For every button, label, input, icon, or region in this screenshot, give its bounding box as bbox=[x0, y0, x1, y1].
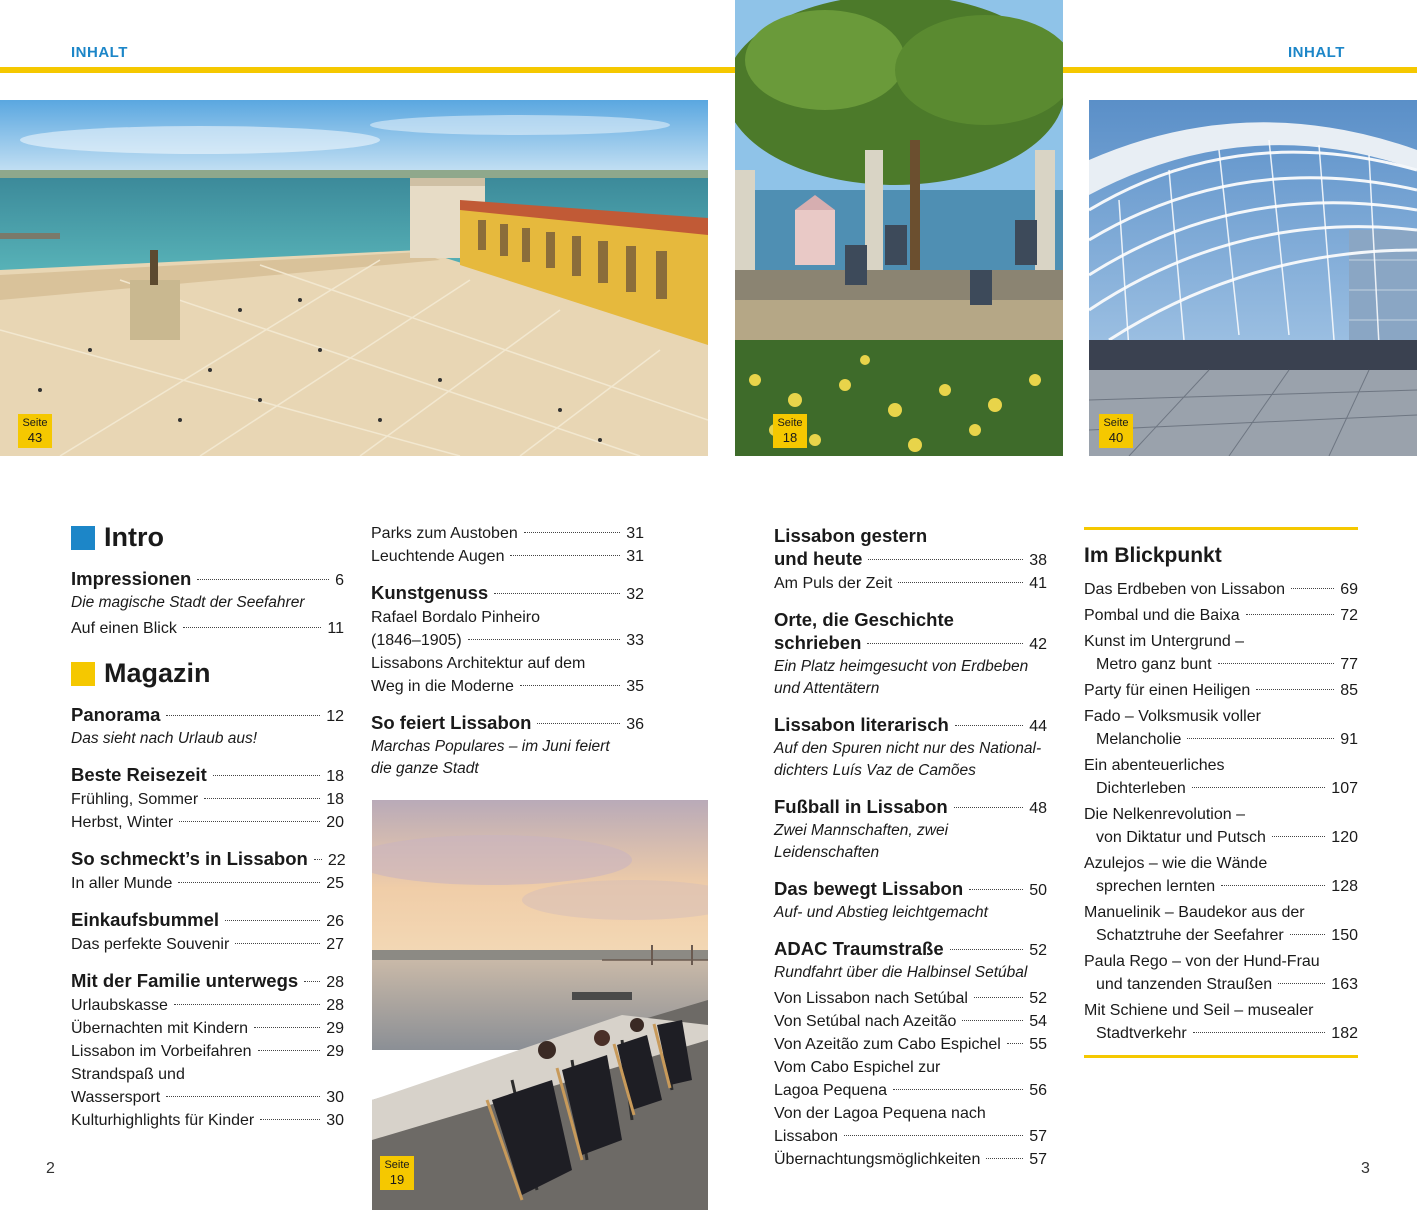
blickpunkt-item-title: und tanzenden Straußen bbox=[1096, 976, 1273, 993]
blickpunkt-title: Im Blickpunkt bbox=[1084, 544, 1222, 567]
blickpunkt-item-row bbox=[1084, 578, 1358, 601]
blickpunkt-rule-bottom bbox=[1084, 1055, 1358, 1058]
toc-entry-gestern[interactable]: und heute 38 bbox=[774, 548, 1047, 569]
blickpunkt-item-page: 150 bbox=[1331, 927, 1358, 944]
toc-entry-leuchtende-augen[interactable]: Leuchtende Augen 31 bbox=[371, 548, 644, 565]
blickpunkt-item-title: Stadtverkehr bbox=[1096, 1025, 1187, 1042]
toc-entry-bewegt[interactable]: Das bewegt Lissabon 50 bbox=[774, 878, 1047, 899]
blickpunkt-item-row bbox=[1084, 604, 1358, 627]
leader-dots bbox=[1272, 836, 1325, 837]
yellow-square-icon bbox=[71, 662, 95, 686]
leader-dots bbox=[1218, 663, 1335, 664]
toc-entry-so-feiert[interactable]: So feiert Lissabon 36 bbox=[371, 712, 644, 733]
blickpunkt-item-page: 69 bbox=[1340, 581, 1358, 598]
blickpunkt-list bbox=[1084, 578, 1358, 1045]
toc-entry-parks[interactable]: Parks zum Austoben 31 bbox=[371, 525, 644, 542]
blickpunkt-item-page: 107 bbox=[1331, 780, 1358, 797]
blickpunkt-item-row bbox=[1084, 679, 1358, 702]
toc-subtitle: Das sieht nach Urlaub aus! bbox=[71, 730, 258, 747]
leader-dots bbox=[1193, 1032, 1326, 1033]
blickpunkt-item-row bbox=[1084, 777, 1358, 800]
page-badge-18[interactable]: Seite 18 bbox=[773, 414, 807, 448]
blickpunkt-item[interactable] bbox=[1084, 578, 1358, 601]
toc-entry-fruehling[interactable]: Frühling, Sommer 18 bbox=[71, 791, 344, 808]
leader-dots bbox=[1187, 738, 1334, 739]
toc-entry-vorbeifahren[interactable]: Lissabon im Vorbeifahren 29 bbox=[71, 1043, 344, 1060]
blickpunkt-item-line1: Kunst im Untergrund – bbox=[1084, 633, 1245, 650]
toc-entry-panorama[interactable]: Panorama 12 bbox=[71, 704, 344, 725]
toc-subtitle: Ein Platz heimgesucht von Erdbeben bbox=[774, 658, 1029, 675]
blickpunkt-item-title: Melancholie bbox=[1096, 731, 1182, 748]
header-label-right: INHALT bbox=[1288, 44, 1345, 61]
toc-subtitle: dichters Luís Vaz de Camões bbox=[774, 762, 976, 779]
toc-entry-einkaufsbummel[interactable]: Einkaufsbummel 26 bbox=[71, 909, 344, 930]
blickpunkt-item-row bbox=[1084, 875, 1358, 898]
page-number-right: 3 bbox=[1361, 1160, 1370, 1177]
leader-dots bbox=[1290, 934, 1326, 935]
blickpunkt-item[interactable] bbox=[1084, 950, 1358, 996]
toc-entry-azeitao[interactable]: Von Setúbal nach Azeitão 54 bbox=[774, 1013, 1047, 1030]
header-label-left: INHALT bbox=[71, 44, 128, 61]
blickpunkt-item-line1: Die Nelkenrevolution – bbox=[1084, 806, 1245, 823]
toc-entry-auf-einen-blick[interactable]: Auf einen Blick 11 bbox=[71, 620, 344, 637]
toc-entry-setubal[interactable]: Von Lissabon nach Setúbal 52 bbox=[774, 990, 1047, 1007]
blickpunkt-item-page: 120 bbox=[1331, 829, 1358, 846]
photo-riverside-deckchairs bbox=[372, 800, 708, 1210]
toc-subtitle: Marchas Populares – im Juni feiert bbox=[371, 738, 610, 755]
header-rule-left bbox=[0, 67, 735, 73]
blickpunkt-item-title: Pombal und die Baixa bbox=[1084, 607, 1240, 624]
toc-entry-literarisch[interactable]: Lissabon literarisch 44 bbox=[774, 714, 1047, 735]
page-number-left: 2 bbox=[46, 1160, 55, 1177]
page-badge-43[interactable]: Seite 43 bbox=[18, 414, 52, 448]
toc-entry-familie[interactable]: Mit der Familie unterwegs 28 bbox=[71, 970, 344, 991]
toc-entry-impressionen[interactable]: Impressionen 6 bbox=[71, 568, 344, 589]
toc-subtitle: und Attentätern bbox=[774, 680, 880, 697]
leader-dots bbox=[1278, 983, 1325, 984]
blickpunkt-item-row bbox=[1084, 826, 1358, 849]
toc-entry-architektur[interactable]: Weg in die Moderne 35 bbox=[371, 678, 644, 695]
blickpunkt-item-title: Dichterleben bbox=[1096, 780, 1186, 797]
leader-dots bbox=[1221, 885, 1325, 886]
section-title-magazin: Magazin bbox=[71, 658, 344, 689]
toc-entry-souvenir[interactable]: Das perfekte Souvenir 27 bbox=[71, 936, 344, 953]
toc-entry-strandspass-line1[interactable]: Strandspaß und bbox=[71, 1066, 185, 1083]
blickpunkt-item[interactable] bbox=[1084, 901, 1358, 947]
toc-entry-uebernachtung[interactable]: Übernachtungsmöglichkeiten 57 bbox=[774, 1151, 1047, 1168]
blickpunkt-item-title: sprechen lernten bbox=[1096, 878, 1216, 895]
blickpunkt-item-page: 128 bbox=[1331, 878, 1358, 895]
blickpunkt-item[interactable] bbox=[1084, 604, 1358, 627]
blickpunkt-item-page: 91 bbox=[1340, 731, 1358, 748]
toc-entry-architektur-line1[interactable]: Lissabons Architektur auf dem bbox=[371, 655, 586, 672]
blickpunkt-item[interactable] bbox=[1084, 754, 1358, 800]
toc-entry-nach-lissabon[interactable]: Lissabon 57 bbox=[774, 1128, 1047, 1145]
blickpunkt-item-page: 72 bbox=[1340, 607, 1358, 624]
toc-entry-lagoa-line1[interactable]: Vom Cabo Espichel zur bbox=[774, 1059, 941, 1076]
page-badge-40[interactable]: Seite 40 bbox=[1099, 414, 1133, 448]
leader-dots bbox=[1256, 689, 1334, 690]
toc-subtitle: Auf- und Abstieg leichtgemacht bbox=[774, 904, 988, 921]
toc-column-3 bbox=[774, 524, 1047, 1184]
blickpunkt-item-title: Metro ganz bunt bbox=[1096, 656, 1212, 673]
blickpunkt-item-row bbox=[1084, 1022, 1358, 1045]
toc-entry-strandspass[interactable]: Wassersport 30 bbox=[71, 1089, 344, 1106]
toc-entry-beste-reisezeit[interactable]: Beste Reisezeit 18 bbox=[71, 764, 344, 785]
blickpunkt-item-row bbox=[1084, 973, 1358, 996]
toc-column-1 bbox=[71, 522, 344, 1145]
photo-praca-do-comercio bbox=[0, 100, 708, 456]
toc-entry-puls-der-zeit[interactable]: Am Puls der Zeit 41 bbox=[774, 575, 1047, 592]
page-badge-19[interactable]: Seite 19 bbox=[380, 1156, 414, 1190]
leader-dots bbox=[1291, 588, 1334, 589]
toc-subtitle: Zwei Mannschaften, zwei Leidenschaften bbox=[774, 822, 949, 861]
blickpunkt-item[interactable] bbox=[1084, 630, 1358, 676]
blickpunkt-box bbox=[1084, 527, 1358, 1058]
section-title-intro: Intro bbox=[71, 522, 344, 553]
blickpunkt-item-line1: Azulejos – wie die Wände bbox=[1084, 855, 1268, 872]
toc-column-2 bbox=[371, 522, 644, 793]
blickpunkt-item[interactable] bbox=[1084, 679, 1358, 702]
photo-oriente-station-canopy bbox=[1089, 100, 1417, 456]
toc-entry-uebernachten-kinder[interactable]: Übernachten mit Kindern 29 bbox=[71, 1020, 344, 1037]
toc-entry-orte[interactable]: schrieben 42 bbox=[774, 632, 1047, 653]
blickpunkt-item-page: 163 bbox=[1331, 976, 1358, 993]
blickpunkt-item[interactable] bbox=[1084, 803, 1358, 849]
toc-entry-fussball[interactable]: Fußball in Lissabon 48 bbox=[774, 796, 1047, 817]
blickpunkt-rule-top bbox=[1084, 527, 1358, 530]
blickpunkt-item-line1: Mit Schiene und Seil – musealer bbox=[1084, 1002, 1314, 1019]
toc-entry-bordalo-line1[interactable]: Rafael Bordalo Pinheiro bbox=[371, 609, 540, 626]
toc-entry-nach-lissabon-line1[interactable]: Von der Lagoa Pequena nach bbox=[774, 1105, 986, 1122]
blickpunkt-item-title: von Diktatur und Putsch bbox=[1096, 829, 1266, 846]
blickpunkt-item-row bbox=[1084, 728, 1358, 751]
blickpunkt-item-line1: Fado – Volksmusik voller bbox=[1084, 708, 1261, 725]
leader-dots bbox=[1192, 787, 1325, 788]
toc-entry-kunstgenuss[interactable]: Kunstgenuss 32 bbox=[371, 582, 644, 603]
blickpunkt-item[interactable] bbox=[1084, 999, 1358, 1045]
header-rule-right bbox=[1063, 67, 1417, 73]
toc-entry-lagoa[interactable]: Lagoa Pequena 56 bbox=[774, 1082, 1047, 1099]
photo-miradouro-garden bbox=[735, 0, 1063, 456]
toc-subtitle: Die magische Stadt der Seefahrer bbox=[71, 594, 305, 611]
blickpunkt-item-title: Schatztruhe der Seefahrer bbox=[1096, 927, 1284, 944]
blickpunkt-item-line1: Ein abenteuerliches bbox=[1084, 757, 1225, 774]
blickpunkt-item-page: 77 bbox=[1340, 656, 1358, 673]
blue-square-icon bbox=[71, 526, 95, 550]
blickpunkt-item-page: 85 bbox=[1340, 682, 1358, 699]
blickpunkt-item-row bbox=[1084, 653, 1358, 676]
toc-subtitle: Auf den Spuren nicht nur des National- bbox=[774, 740, 1042, 757]
blickpunkt-item-page: 182 bbox=[1331, 1025, 1358, 1042]
toc-entry-espichel[interactable]: Von Azeitão zum Cabo Espichel 55 bbox=[774, 1036, 1047, 1053]
toc-entry-kulturhighlights[interactable]: Kulturhighlights für Kinder 30 bbox=[71, 1112, 344, 1129]
blickpunkt-item[interactable] bbox=[1084, 705, 1358, 751]
blickpunkt-item-line1: Paula Rego – von der Hund-Frau bbox=[1084, 953, 1320, 970]
toc-entry-in-aller-munde[interactable]: In aller Munde 25 bbox=[71, 875, 344, 892]
toc-entry-gestern-line1[interactable]: Lissabon gestern bbox=[774, 525, 928, 546]
blickpunkt-item-title: Party für einen Heiligen bbox=[1084, 682, 1251, 699]
blickpunkt-item-title: Das Erdbeben von Lissabon bbox=[1084, 581, 1286, 598]
leader-dots bbox=[1246, 614, 1335, 615]
blickpunkt-item[interactable] bbox=[1084, 852, 1358, 898]
toc-subtitle: die ganze Stadt bbox=[371, 760, 479, 777]
toc-entry-urlaubskasse[interactable]: Urlaubskasse 28 bbox=[71, 997, 344, 1014]
toc-entry-herbst[interactable]: Herbst, Winter 20 bbox=[71, 814, 344, 831]
toc-entry-so-schmeckts[interactable]: So schmeckt’s in Lissabon 22 bbox=[71, 848, 346, 869]
blickpunkt-item-row bbox=[1084, 924, 1358, 947]
toc-entry-bordalo[interactable]: (1846–1905) 33 bbox=[371, 632, 644, 649]
toc-entry-traumstrasse[interactable]: ADAC Traumstraße 52 bbox=[774, 938, 1047, 959]
toc-subtitle: Rundfahrt über die Halbinsel Setúbal bbox=[774, 964, 1028, 981]
blickpunkt-item-line1: Manuelinik – Baudekor aus der bbox=[1084, 904, 1305, 921]
toc-entry-orte-line1[interactable]: Orte, die Geschichte bbox=[774, 609, 954, 630]
